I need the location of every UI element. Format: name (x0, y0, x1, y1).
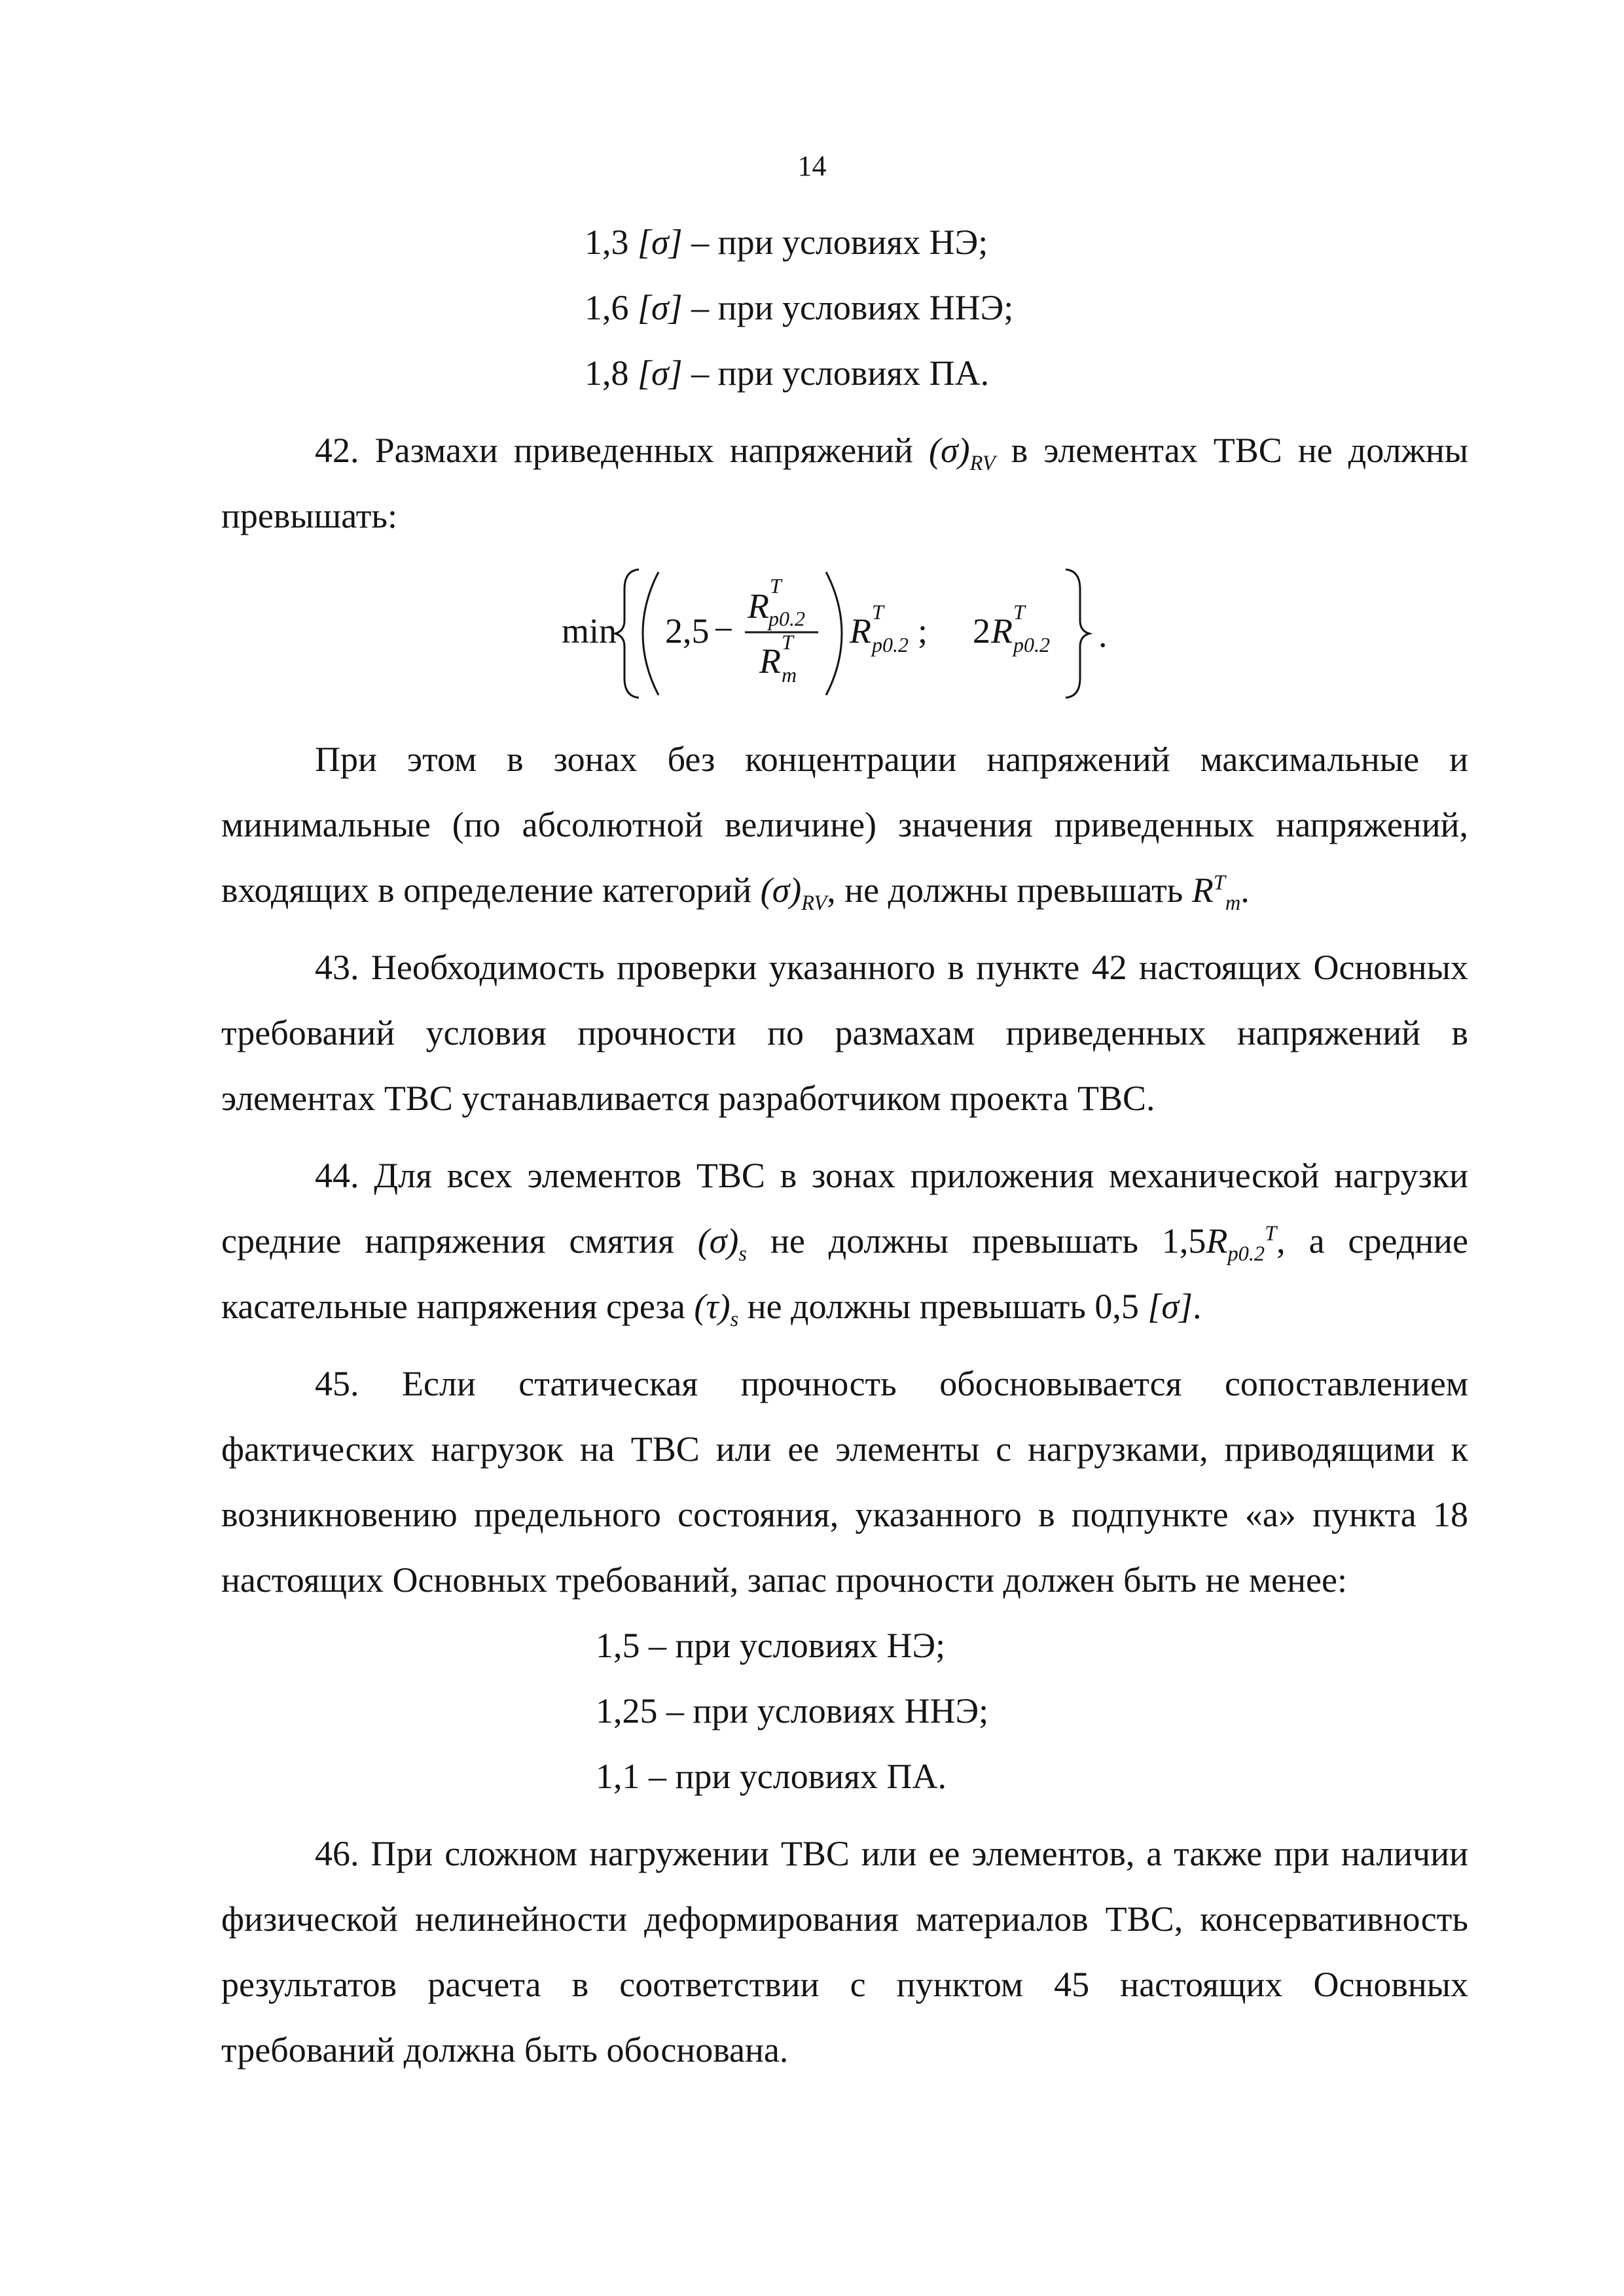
list-text: – при условиях ННЭ; (682, 288, 1014, 327)
paragraph-text: 44. Для всех элементов ТВС в зонах приложения механической нагрузки средние напряжения смятия (221, 1156, 1468, 1261)
formula-min-label: min (562, 611, 617, 651)
tensile-strength-sup: T (1213, 871, 1225, 895)
multiplier-sup: T (872, 600, 884, 624)
margin-item-ne (221, 1613, 1468, 1678)
list-text: – при условиях ПА. (640, 1757, 947, 1796)
paragraph-text: . (1193, 1287, 1202, 1326)
list-text: – при условиях НЭ; (640, 1626, 946, 1665)
list-value: 1,6 (585, 288, 629, 327)
yield-strength-symbol: R (1206, 1221, 1228, 1261)
denominator-sup: T (782, 630, 793, 654)
paragraph-44 (221, 1143, 1468, 1339)
list-text: – при условиях НЭ; (682, 223, 988, 262)
list-value: 1,1 (596, 1757, 640, 1796)
second-term-r: R (991, 611, 1013, 651)
numerator-sup: T (770, 574, 782, 598)
paragraph-text: не должны превышать 1,5 (746, 1221, 1206, 1261)
list-item-pa (221, 340, 1468, 406)
bearing-stress-sub: s (738, 1242, 747, 1266)
paragraph-text: не должны превышать 0,5 (738, 1287, 1148, 1326)
stress-range-subscript: RV (969, 451, 996, 475)
bearing-stress-symbol: (σ) (697, 1221, 739, 1261)
allowable-stress-symbol: [σ] (638, 353, 683, 393)
shear-stress-symbol: (τ) (694, 1287, 731, 1326)
multiplier-sub: p0.2 (872, 633, 909, 656)
list-value: 1,5 (596, 1626, 640, 1665)
margin-item-pa (221, 1744, 1468, 1809)
formula-constant: 2,5 (665, 611, 710, 651)
yield-strength-sub: p0.2 (1227, 1242, 1265, 1266)
second-term-sup: T (1013, 600, 1025, 624)
paragraph-43: 43. Необходимость проверки указанного в пункте 42 настоящих Основных требований условия прочности по размахам приведенных напряжений в элементах ТВС устанавливается разработчиком проекта ТВС. (221, 948, 1468, 1118)
left-curly-brace (615, 569, 639, 698)
paragraph-46: 46. При сложном нагружении ТВС или ее элементов, а также при наличии физической нелинейности деформирования материалов ТВС, консервативность результатов расчета в соответствии с пунктом 45 настоящих Основных требований должна быть обоснована. (221, 1834, 1468, 2070)
numerator-sub: p0.2 (768, 607, 805, 630)
paragraph-text: в элементах ТВС не должны превышать: (221, 431, 1469, 535)
paragraph-42 (221, 418, 1468, 548)
left-paren (643, 572, 659, 695)
paragraph-45: 45. Если статическая прочность обосновывается сопоставлением фактических нагрузок на ТВС или ее элементы с нагрузками, приводящими к возникновению предельного состояния, указанного в подпункте «а» пункта 18 настоящих Основных требований, запас прочности должен быть не менее: (221, 1364, 1468, 1600)
tensile-strength-symbol: R (1191, 870, 1214, 910)
document-body (221, 209, 1468, 2083)
formula-graphic (562, 563, 1216, 700)
list-item-nne (221, 275, 1468, 340)
list-value: 1,25 (596, 1691, 658, 1731)
list-item-ne (221, 209, 1468, 275)
allowable-stress-symbol: [σ] (1147, 1287, 1193, 1326)
margin-item-nne (221, 1678, 1468, 1744)
denominator-r: R (759, 641, 781, 681)
list-value: 1,3 (585, 223, 629, 262)
shear-stress-sub: s (730, 1307, 739, 1331)
allowable-stress-symbol: [σ] (638, 288, 683, 327)
paragraph-42-continued (221, 726, 1468, 923)
paragraph-text: . (1240, 870, 1250, 910)
right-paren (826, 572, 842, 695)
stress-range-symbol: (σ) (929, 431, 970, 470)
paragraph-text: 42. Размахи приведенных напряжений (315, 431, 929, 470)
denominator-sub: m (782, 663, 797, 687)
formula-min-expression (221, 563, 1468, 700)
paragraph-text: , а средние касательные напряжения среза (221, 1221, 1468, 1326)
allowable-stress-symbol: [σ] (638, 223, 683, 262)
numerator-r: R (748, 586, 769, 626)
formula-minus: − (713, 610, 734, 649)
paragraph-text: , не должны превышать (827, 870, 1192, 910)
paragraph-text: При этом в зонах без концентрации напряжений максимальные и минимальные (по абсолютной величине) значения приведенных напряжений, входящих в определение категорий (221, 740, 1468, 910)
right-curly-brace (1066, 569, 1089, 698)
second-term-sub: p0.2 (1013, 633, 1050, 656)
list-text: – при условиях ННЭ; (657, 1691, 989, 1731)
formula-separator: ; (918, 611, 928, 651)
stress-range-symbol: (σ) (760, 870, 802, 910)
multiplier-r: R (850, 611, 871, 651)
stress-range-subscript: RV (801, 891, 827, 915)
formula-end-punct: . (1098, 615, 1108, 655)
list-value: 1,8 (585, 353, 629, 393)
tensile-strength-sub: m (1225, 891, 1241, 915)
yield-strength-sup: T (1265, 1222, 1277, 1246)
list-text: – при условиях ПА. (682, 353, 990, 393)
page-number: 14 (797, 150, 827, 182)
second-term-coef: 2 (973, 611, 990, 651)
